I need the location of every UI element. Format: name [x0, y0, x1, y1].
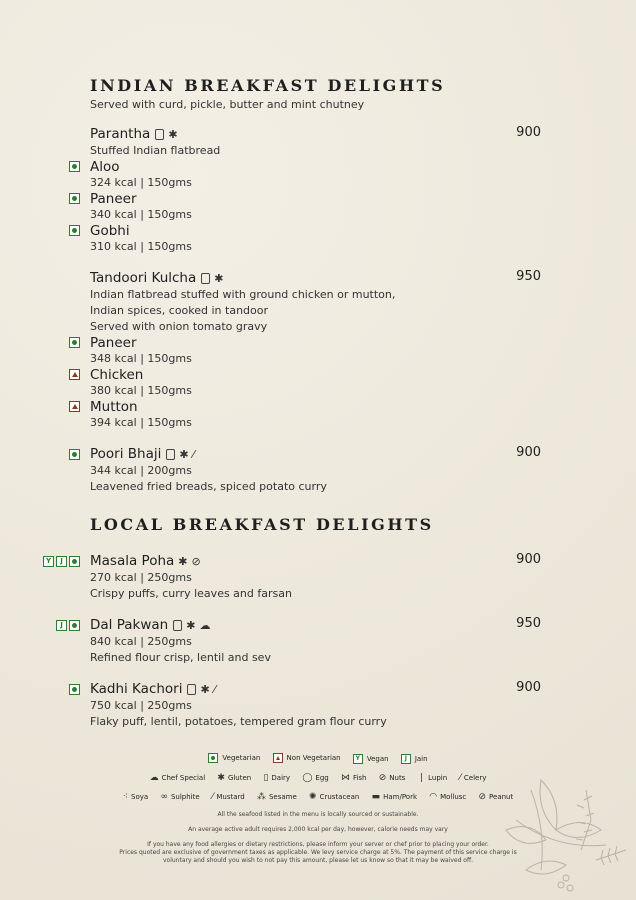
variant-name: Chicken: [90, 367, 144, 383]
legend-vegan: [353, 754, 389, 764]
veg-badge: [69, 193, 80, 204]
variant-kcal: 310 kcal | 150gms: [90, 240, 192, 253]
menu-item-dal-pakwan: [90, 616, 541, 666]
chef-special-icon: ☁: [199, 618, 211, 632]
item-name: Tandoori Kulcha: [90, 270, 197, 286]
sulphite-icon: ∞: [160, 792, 168, 802]
mustard-icon: ⁄: [213, 682, 216, 696]
legend-label: Soya: [131, 793, 149, 801]
mustard-icon: ⁄: [192, 447, 195, 461]
peanut-icon: ⊘: [478, 792, 487, 802]
variant-name: Aloo: [90, 159, 120, 175]
item-name: Kadhi Kachori: [90, 681, 183, 697]
dairy-icon: [173, 620, 182, 631]
item-price: 950: [516, 269, 541, 284]
legend-label: Mollusc: [440, 793, 467, 801]
dairy-icon: [187, 684, 196, 695]
jain-badge: J: [56, 556, 67, 567]
item-price: 900: [516, 680, 541, 695]
nuts-icon: ⊘: [378, 773, 387, 783]
legend-label: Ham/Pork: [383, 793, 418, 801]
legend-label: Celery: [463, 774, 487, 782]
item-name: Dal Pakwan: [90, 617, 169, 633]
gluten-icon: ✱: [200, 682, 210, 696]
egg-icon: ◯: [302, 773, 313, 783]
sesame-icon: ⁂: [256, 792, 266, 802]
variant-name: Paneer: [90, 335, 137, 351]
menu-item-masala-poha: [90, 552, 541, 602]
item-kcal: 750 kcal | 250gms: [90, 699, 192, 712]
section-title-indian: INDIAN BREAKFAST DELIGHTS: [90, 76, 446, 95]
legend-label: Lupin: [428, 774, 448, 782]
gluten-icon: ✱: [178, 554, 188, 568]
item-name: Parantha: [90, 126, 151, 142]
chef-special-icon: ☁: [149, 773, 159, 783]
legend-nuts: [379, 773, 406, 783]
legend-fish: [341, 773, 367, 783]
menu-item-poori-bhaji: [90, 445, 541, 495]
variant-name: Paneer: [90, 191, 137, 207]
veg-badge: [69, 337, 80, 348]
item-kcal: 840 kcal | 250gms: [90, 635, 192, 648]
legend-chef-special: [150, 773, 206, 783]
veg-badge: [69, 556, 80, 567]
vegan-icon: Y: [353, 754, 363, 764]
nonveg-icon: [273, 753, 283, 763]
item-description: Crispy puffs, curry leaves and farsan: [90, 587, 292, 600]
footer-kcal: An average active adult requires 2,000 kcal per day, however, calorie needs may vary: [188, 826, 448, 833]
gluten-icon: ✱: [168, 127, 178, 141]
footer-allergy: If you have any food allergies or dietary restrictions, please inform your server or chef prior to placing your order.: [147, 841, 489, 848]
veg-badge: [69, 620, 80, 631]
footer-seafood: All the seafood listed in the menu is locally sourced or sustainable.: [217, 811, 419, 818]
jain-icon: J: [401, 754, 411, 764]
legend-egg: [302, 773, 328, 783]
legend-label: Mustard: [216, 793, 245, 801]
veg-icon: [208, 753, 218, 763]
footer-taxes: Prices quoted are exclusive of government taxes as applicable. We levy service charge at 5%. The payment of this service charge is: [119, 849, 517, 856]
item-description: Refined flour crisp, lentil and sev: [90, 651, 271, 664]
mustard-icon: ⁄: [211, 792, 214, 802]
leaf-decoration-icon: [486, 760, 636, 900]
menu-item-tandoori-kulcha: [90, 269, 541, 431]
legend-label: Non Vegetarian: [286, 754, 341, 762]
legend-label: Sesame: [268, 793, 297, 801]
section-subtitle-indian: Served with curd, pickle, butter and mint chutney: [90, 98, 365, 111]
footer-waive: voluntary and should you wish to not pay this amount, please let us know so that it may be waived off.: [162, 857, 473, 864]
legend-mustard: [212, 792, 245, 802]
legend-label: Vegetarian: [222, 754, 261, 762]
item-description: Flaky puff, lentil, potatoes, tempered gram flour curry: [90, 715, 387, 728]
legend-dairy: [263, 773, 290, 783]
celery-icon: ⁄: [459, 773, 461, 783]
nonveg-badge: [69, 369, 80, 380]
variant-kcal: 380 kcal | 150gms: [90, 384, 192, 397]
legend-label: Crustacean: [319, 793, 360, 801]
menu-item-parantha: [90, 125, 541, 255]
legend-lupin: [418, 773, 448, 783]
variant-kcal: 324 kcal | 150gms: [90, 176, 192, 189]
gluten-icon: ✱: [217, 773, 225, 783]
legend-label: Egg: [315, 774, 329, 782]
item-name: Poori Bhaji: [90, 446, 162, 462]
legend-mollusc: [429, 792, 466, 802]
nonveg-badge: [69, 401, 80, 412]
lupin-icon: ❘: [417, 773, 426, 783]
item-kcal: 344 kcal | 200gms: [90, 464, 192, 477]
legend-label: Sulphite: [170, 793, 200, 801]
veg-badge: [69, 684, 80, 695]
veg-badge: [69, 161, 80, 172]
legend-label: Peanut: [489, 793, 514, 801]
legend-label: Vegan: [366, 754, 389, 763]
item-price: 900: [516, 445, 541, 460]
dairy-icon: [155, 129, 164, 140]
veg-badge: [69, 449, 80, 460]
gluten-icon: ✱: [186, 618, 196, 632]
legend-jain: [401, 754, 428, 764]
item-description: Leavened fried breads, spiced potato curry: [90, 480, 327, 493]
legend-gluten: [217, 773, 251, 783]
item-description: Indian spices, cooked in tandoor: [90, 304, 269, 317]
gluten-icon: ✱: [214, 271, 224, 285]
vegan-badge: Y: [43, 556, 54, 567]
legend-sulphite: [160, 792, 199, 802]
variant-kcal: 340 kcal | 150gms: [90, 208, 192, 221]
legend-celery: [459, 773, 486, 783]
section-title-local: LOCAL BREAKFAST DELIGHTS: [90, 515, 434, 534]
item-kcal: 270 kcal | 250gms: [90, 571, 192, 584]
dairy-icon: [201, 273, 210, 284]
legend-label: Chef Special: [161, 774, 206, 782]
veg-badge: [69, 225, 80, 236]
item-name: Masala Poha: [90, 553, 175, 569]
legend-crustacean: [309, 792, 359, 802]
variant-name: Gobhi: [90, 223, 130, 239]
dairy-icon: ▯: [263, 773, 269, 783]
shell-icon: ◠: [429, 792, 438, 802]
fish-icon: ⋈: [340, 773, 350, 783]
legend-label: Jain: [414, 754, 428, 763]
legend-label: Fish: [352, 774, 367, 782]
item-description: Served with onion tomato gravy: [90, 320, 268, 333]
legend-label: Dairy: [271, 774, 291, 782]
menu-item-kadhi-kachori: [90, 680, 541, 730]
variant-kcal: 394 kcal | 150gms: [90, 416, 192, 429]
crustacean-icon: ✺: [309, 792, 317, 802]
gluten-icon: ✱: [179, 447, 189, 461]
legend-nonveg: [273, 753, 341, 763]
pig-icon: ▬: [371, 792, 381, 802]
jain-badge: J: [56, 620, 67, 631]
variant-kcal: 348 kcal | 150gms: [90, 352, 192, 365]
nuts-icon: ⊘: [191, 554, 201, 568]
legend-sesame: [257, 792, 297, 802]
soya-icon: ⁖: [122, 792, 129, 802]
item-price: 900: [516, 552, 541, 567]
legend-ham-pork: [372, 792, 417, 802]
legend-veg: [208, 753, 260, 763]
legend-label: Nuts: [389, 774, 406, 782]
legend-label: Gluten: [227, 774, 252, 782]
item-description: Stuffed Indian flatbread: [90, 144, 221, 157]
legend-soya: [123, 792, 148, 802]
item-description: Indian flatbread stuffed with ground chicken or mutton,: [90, 288, 396, 301]
item-price: 900: [516, 125, 541, 140]
item-price: 950: [516, 616, 541, 631]
dairy-icon: [166, 449, 175, 460]
variant-name: Mutton: [90, 399, 138, 415]
